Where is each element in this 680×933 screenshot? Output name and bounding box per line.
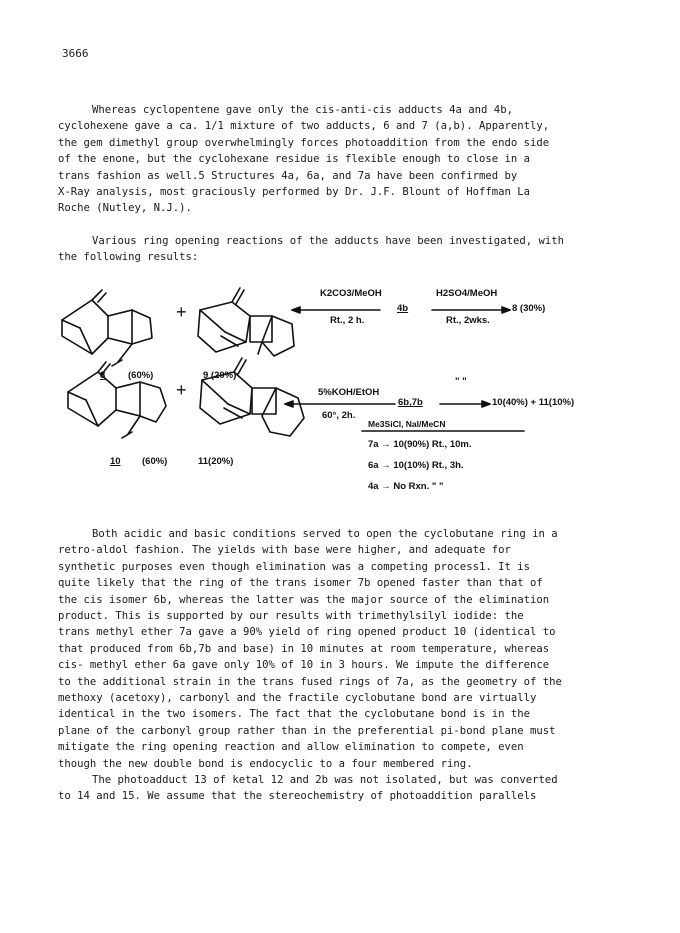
reagent-row1-left-bottom: Rt., 2 h. <box>330 315 365 326</box>
paragraph-1 <box>58 102 628 217</box>
text-line: cis- methyl ether 6a gave only 10% of 10 in 3 hours. We impute the difference <box>58 659 550 672</box>
reagent-row1-left-top: K2CO3/MeOH <box>320 288 382 299</box>
text-line: to the additional strain in the trans fused rings of 7a, as the geometry of the <box>58 675 562 688</box>
text-line: methoxy (acetoxy), carbonyl and the fractile cyclobutane bond are virtually <box>58 692 537 705</box>
compound-label-9: 9 (20%) <box>203 370 237 381</box>
text-line: cyclohexene gave a ca. 1/1 mixture of two adducts, 6 and 7 (a,b). Apparently, <box>58 120 550 133</box>
text-line: synthetic purposes even though elimination was a competing process1. It is <box>58 560 530 573</box>
text-line: trans methyl ether 7a gave a 90% yield of ring opened product 10 (identical to <box>58 626 556 639</box>
text-line: the following results: <box>58 251 199 264</box>
tmsi-reagent: Me3SiCl, NaI/MeCN <box>368 419 446 429</box>
text-line: trans fashion as well.5 Structures 4a, 6a, and 7a have been confirmed by <box>58 169 518 182</box>
plus-sign: + <box>176 380 187 400</box>
structure-8 <box>62 290 152 366</box>
result-6a: 6a → 10(10%) Rt., 3h. <box>368 460 464 471</box>
text-line: mitigate the ring opening reaction and allow elimination to compete, even <box>58 741 524 754</box>
reagent-row2-left-top: 5%KOH/EtOH <box>318 387 380 398</box>
reagent-row1-right-top: H2SO4/MeOH <box>436 288 498 299</box>
text-line: The photoadduct 13 of ketal 12 and 2b was not isolated, but was converted <box>92 774 558 786</box>
ditto-marks: " " <box>455 376 467 387</box>
result-4a: 4a → No Rxn. " " <box>368 481 444 492</box>
product-8-yield: 8 (30%) <box>512 303 546 314</box>
result-7a: 7a → 10(90%) Rt., 10m. <box>368 439 472 450</box>
compound-6b-7b: 6b,7b <box>398 397 423 408</box>
text-line: the gem dimethyl group overwhelmingly forces photoaddition from the endo side <box>58 136 550 149</box>
structure-9 <box>198 288 294 356</box>
text-line: Various ring opening reactions of the adducts have been investigated, with <box>92 235 564 247</box>
text-line: product. This is supported by our results with trimethylsilyl iodide: the <box>58 610 524 623</box>
product-10-11: 10(40%) + 11(10%) <box>492 397 575 408</box>
text-line: the cis isomer 6b, whereas the latter was the major source of the elimination <box>58 593 550 606</box>
text-line: though the new double bond is endocyclic to a four membered ring. <box>58 757 473 770</box>
plus-sign: + <box>176 302 187 322</box>
page-number: 3666 <box>62 47 89 60</box>
compound-yield-10: (60%) <box>142 456 168 467</box>
paragraph-4 <box>58 772 628 805</box>
compound-yield-8: (60%) <box>128 370 154 381</box>
text-line: identical in the two isomers. The fact that the cyclobutane bond is in the <box>58 708 530 721</box>
compound-label-11: 11(20%) <box>198 456 234 467</box>
text-line: Whereas cyclopentene gave only the cis-anti-cis adducts 4a and 4b, <box>92 104 513 116</box>
text-line: Both acidic and basic conditions served to open the cyclobutane ring in a <box>92 528 558 540</box>
compound-4b: 4b <box>397 303 409 314</box>
reagent-row1-right-bottom: Rt., 2wks. <box>446 315 490 326</box>
text-line: that produced from 6b,7b and base) in 10 minutes at room temperature, whereas <box>58 642 550 655</box>
paragraph-2 <box>58 233 628 266</box>
compound-label-10: 10 <box>110 456 121 467</box>
text-line: Roche (Nutley, N.J.). <box>58 202 192 215</box>
text-line: X-Ray analysis, most graciously performed by Dr. J.F. Blount of Hoffman La <box>58 186 530 199</box>
text-line: plane of the carbonyl group rather than in the preferential pi-bond plane must <box>58 724 556 737</box>
text-line: of the enone, but the cyclohexane residue is flexible enough to close in a <box>58 153 530 166</box>
text-line: quite likely that the ring of the trans isomer 7b opened faster than that of <box>58 577 543 590</box>
text-line: retro-aldol fashion. The yields with base were higher, and adequate for <box>58 544 511 557</box>
text-line: to 14 and 15. We assume that the stereochemistry of photoaddition parallels <box>58 790 537 803</box>
paragraph-3 <box>58 526 628 772</box>
compound-label-8: 8 <box>100 370 106 381</box>
reagent-row2-left-bottom: 60°, 2h. <box>322 410 356 421</box>
reaction-scheme <box>0 280 680 525</box>
